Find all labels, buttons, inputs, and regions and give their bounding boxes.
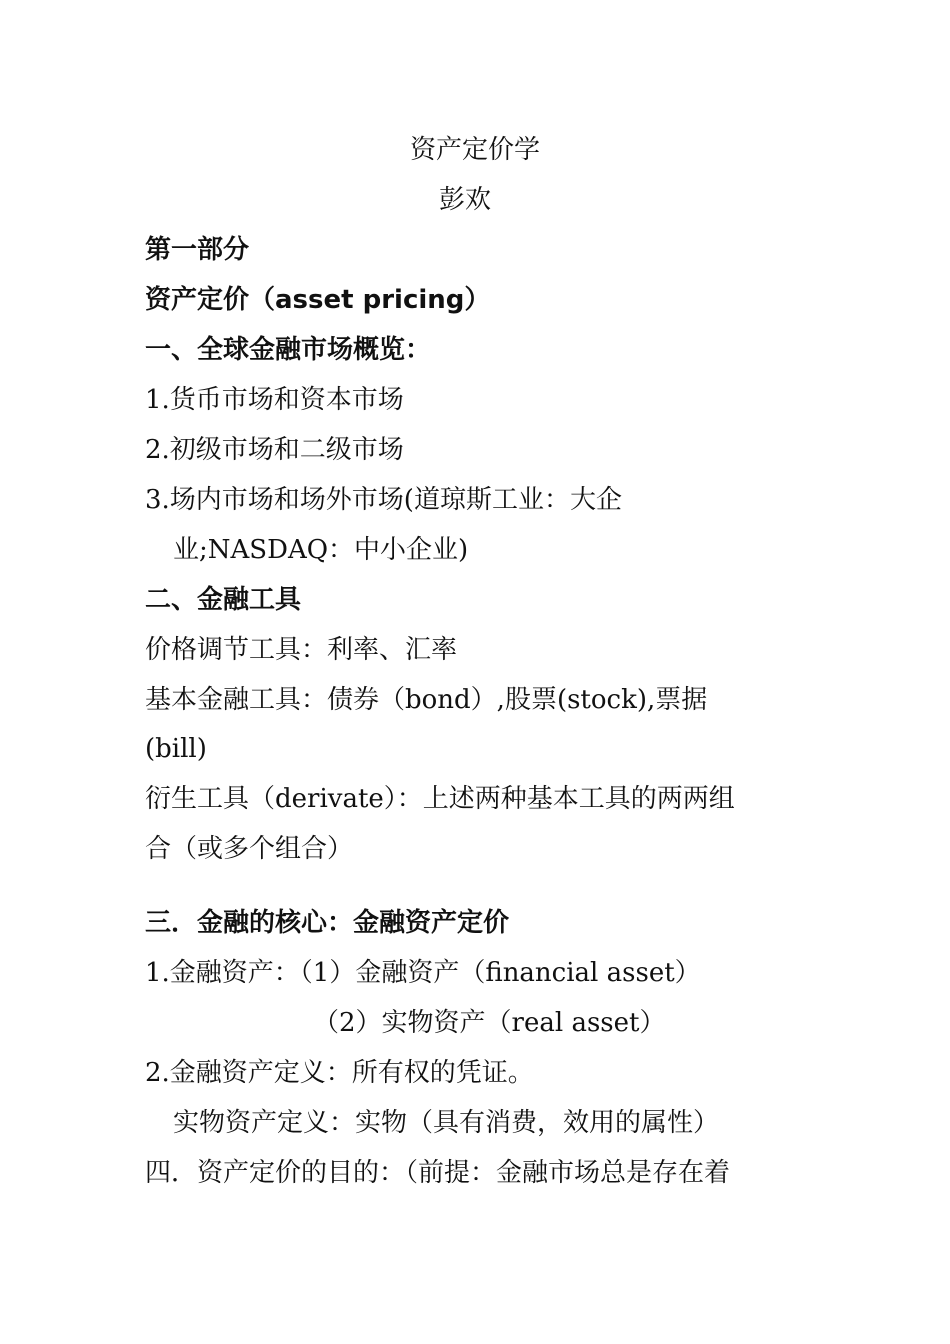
subtitle-heading: 资产定价（asset pricing） (145, 285, 491, 315)
document-title: 资产定价学 (409, 135, 540, 165)
author-name: 彭欢 (438, 185, 491, 215)
part-heading: 第一部分 (145, 235, 250, 265)
paragraph-line: 四．资产定价的目的：（前提：金融市场总是存在着 (145, 1158, 731, 1188)
paragraph-line: 价格调节工具：利率、汇率 (145, 635, 458, 665)
paragraph-line: 1.金融资产：（1）金融资产（financial asset） (145, 958, 701, 988)
paragraph-line: 实物资产定义：实物（具有消费，效用的属性） (173, 1108, 720, 1138)
paragraph-line: 2.金融资产定义：所有权的凭证。 (145, 1058, 534, 1088)
paragraph-line: 3.场内市场和场外市场(道琼斯工业：大企 (145, 485, 622, 515)
paragraph-line: 2.初级市场和二级市场 (145, 435, 404, 465)
paragraph-line: 业;NASDAQ：中小企业) (173, 535, 469, 565)
paragraph-line: (bill) (145, 734, 207, 764)
section-heading: 一、全球金融市场概览： (145, 335, 432, 365)
paragraph-line: 合（或多个组合） (145, 834, 354, 864)
section-heading: 三．金融的核心：金融资产定价 (145, 908, 510, 938)
paragraph-line: 衍生工具（derivate）：上述两种基本工具的两两组 (145, 784, 735, 814)
paragraph-line: 基本金融工具：债券（bond）,股票(stock),票据 (145, 685, 708, 715)
paragraph-line: （2）实物资产（real asset） (313, 1008, 666, 1038)
paragraph-line: 1.货币市场和资本市场 (145, 385, 404, 415)
section-heading: 二、金融工具 (145, 585, 302, 615)
